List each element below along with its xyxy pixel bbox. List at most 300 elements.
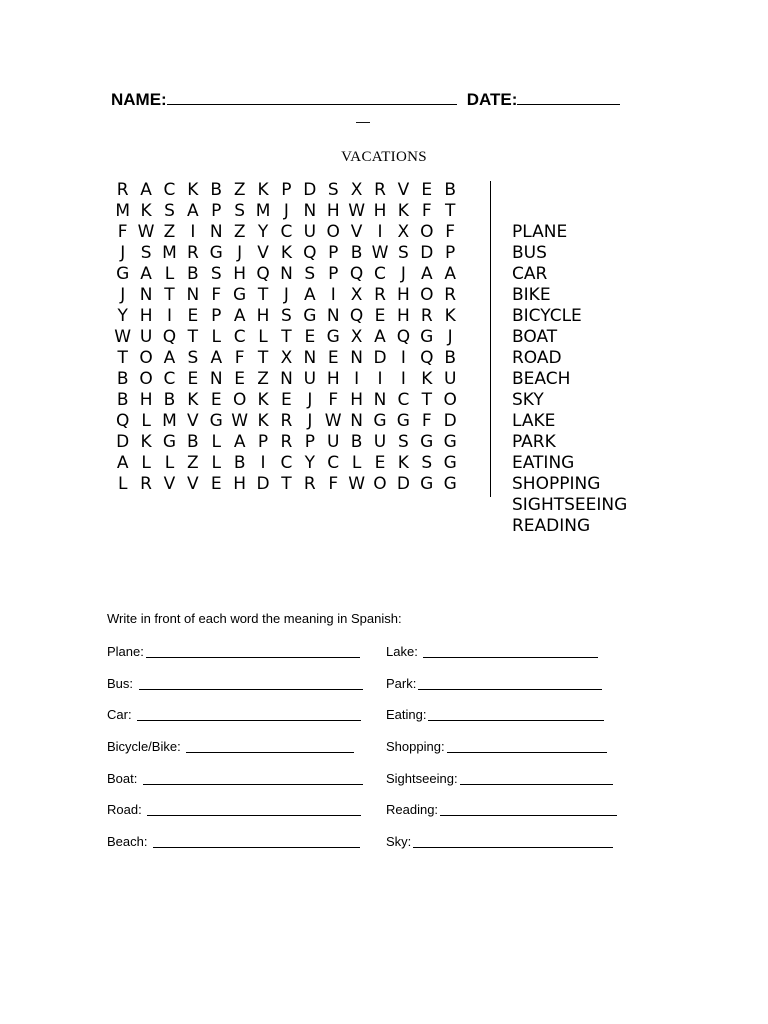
grid-letter[interactable]: S [164,201,175,221]
grid-letter[interactable]: W [371,243,389,263]
grid-letter[interactable]: G [209,411,223,431]
translation-blanks-right [386,643,617,865]
grid-letter[interactable]: S [421,453,433,473]
grid-letter[interactable]: U [303,222,317,242]
grid-letter[interactable]: J [237,243,243,263]
grid-letter[interactable]: A [420,264,433,284]
grid-letter[interactable]: K [257,390,269,410]
grid-letter[interactable]: K [280,243,292,263]
grid-letter[interactable]: C [163,180,176,200]
grid-letter[interactable]: Q [116,411,130,431]
translation-label: Eating: [386,707,427,723]
grid-letter[interactable]: U [443,369,457,389]
grid-letter[interactable]: B [163,390,176,410]
grid-letter[interactable]: R [374,180,386,200]
grid-letter[interactable]: W [137,222,155,242]
word-list-item: PARK [512,432,556,452]
grid-letter[interactable]: U [303,369,317,389]
grid-letter[interactable]: L [141,411,151,431]
answer-blank[interactable] [440,801,617,816]
answer-blank[interactable] [137,706,361,721]
grid-letter[interactable]: O [373,474,387,494]
grid-letter[interactable]: R [374,285,386,305]
grid-letter[interactable]: K [140,201,152,221]
grid-letter[interactable]: P [304,432,315,452]
grid-letter[interactable]: I [377,222,383,242]
grid-letter[interactable]: E [210,390,222,410]
grid-row [111,411,462,432]
grid-letter[interactable]: B [116,369,129,389]
grid-letter[interactable]: O [139,369,153,389]
grid-letter[interactable]: P [211,306,222,326]
word-list-item: PLANE [512,222,568,242]
grid-letter[interactable]: D [420,243,434,263]
grid-letter[interactable]: K [257,180,269,200]
grid-letter[interactable]: C [233,327,246,347]
grid-letter[interactable]: K [187,390,199,410]
grid-letter[interactable]: E [304,327,316,347]
grid-letter[interactable]: W [324,411,342,431]
grid-letter[interactable]: A [140,180,152,200]
grid-letter[interactable]: R [140,474,152,494]
grid-letter[interactable]: P [257,432,269,452]
grid-letter[interactable]: U [373,432,387,452]
grid-letter[interactable]: H [373,201,387,221]
grid-letter[interactable]: B [350,243,363,263]
grid-letter[interactable]: T [281,474,292,494]
grid-letter[interactable]: C [280,453,293,473]
grid-row [111,348,462,369]
grid-letter[interactable]: J [307,411,313,431]
answer-blank[interactable] [460,770,613,785]
grid-letter[interactable]: G [420,327,434,347]
grid-letter[interactable]: I [166,306,172,326]
grid-letter[interactable]: L [211,453,221,473]
grid-letter[interactable]: Q [349,306,364,326]
grid-letter[interactable]: U [139,327,153,347]
grid-letter[interactable]: B [210,180,223,200]
grid-letter[interactable]: T [281,327,292,347]
grid-letter[interactable]: Y [257,222,269,242]
grid-letter[interactable]: F [117,222,128,242]
grid-letter[interactable]: V [350,222,363,242]
grid-letter[interactable]: M [255,201,271,221]
grid-letter[interactable]: A [116,453,129,473]
translation-label: Lake: [386,644,422,659]
grid-letter[interactable]: K [257,411,269,431]
grid-letter[interactable]: B [187,432,199,452]
answer-blank[interactable] [423,643,598,658]
translation-row [386,675,617,707]
grid-letter[interactable]: R [303,474,316,494]
header [111,89,620,110]
grid-letter[interactable]: O [443,390,457,410]
translation-row [107,643,363,675]
word-list-item: BICYCLE [512,306,582,326]
grid-letter[interactable]: I [354,369,360,389]
answer-blank[interactable] [153,833,360,848]
grid-letter[interactable]: Q [162,327,177,347]
grid-letter[interactable]: L [211,432,221,452]
grid-letter[interactable]: A [374,327,386,347]
grid-row [111,243,462,264]
grid-letter[interactable]: L [351,453,362,473]
grid-letter[interactable]: B [233,453,246,473]
grid-letter[interactable]: H [256,306,270,326]
grid-letter[interactable]: G [420,474,434,494]
grid-letter[interactable]: U [326,432,340,452]
grid-letter[interactable]: T [117,348,128,368]
answer-blank[interactable] [147,801,361,816]
translation-label: Car: [107,707,136,723]
answer-blank[interactable] [146,643,360,658]
grid-letter[interactable]: T [421,390,432,410]
translation-row [386,833,617,865]
grid-letter[interactable]: D [303,180,317,200]
grid-row [111,369,462,390]
grid-letter[interactable]: Q [256,264,270,284]
grid-letter[interactable]: N [373,390,387,410]
grid-letter[interactable]: G [162,432,177,452]
grid-letter[interactable]: R [116,180,129,200]
name-field[interactable] [167,89,457,105]
word-list-item: CAR [512,264,548,284]
grid-letter[interactable]: S [327,180,339,200]
grid-letter[interactable]: C [397,390,410,410]
translation-row [107,738,363,770]
grid-letter[interactable]: O [326,222,340,242]
grid-letter[interactable]: L [117,474,128,494]
grid-letter[interactable]: S [234,201,246,221]
grid-letter[interactable]: R [186,243,199,263]
grid-letter[interactable]: H [233,474,247,494]
grid-letter[interactable]: S [281,306,292,326]
word-list [512,222,627,537]
grid-letter[interactable]: V [187,411,199,431]
grid-letter[interactable]: T [164,285,175,305]
grid-letter[interactable]: R [280,411,293,431]
instruction-text: Write in front of each word the meaning in Spanish: [107,611,402,626]
translation-label: Beach: [107,834,152,850]
translation-row [107,675,363,707]
grid-letter[interactable]: E [234,369,246,389]
grid-letter[interactable]: H [396,306,410,326]
word-list-item: BOAT [512,327,558,347]
grid-letter[interactable]: S [187,348,199,368]
grid-letter[interactable]: F [445,222,456,242]
grid-letter[interactable]: O [420,285,434,305]
grid-letter[interactable]: N [350,411,363,431]
translation-blanks-left [107,643,363,865]
word-search-grid [111,180,462,495]
grid-letter[interactable]: H [396,285,410,305]
grid-letter[interactable]: J [400,264,406,284]
grid-letter[interactable]: V [187,474,199,494]
grid-letter[interactable]: X [280,348,293,368]
grid-letter[interactable]: P [211,201,222,221]
grid-letter[interactable]: E [421,180,433,200]
grid-letter[interactable]: O [232,390,247,410]
grid-letter[interactable]: W [231,411,249,431]
grid-row [111,432,462,453]
grid-letter[interactable]: N [280,369,293,389]
grid-letter[interactable]: N [303,201,317,221]
grid-letter[interactable]: C [374,264,386,284]
grid-letter[interactable]: H [326,369,340,389]
grid-letter[interactable]: P [328,264,339,284]
grid-letter[interactable]: A [304,285,316,305]
grid-letter[interactable]: A [210,348,223,368]
grid-letter[interactable]: N [186,285,200,305]
grid-letter[interactable]: S [210,264,222,284]
grid-letter[interactable]: G [443,432,457,452]
grid-letter[interactable]: D [396,474,410,494]
grid-letter[interactable]: D [373,348,387,368]
grid-letter[interactable]: J [283,201,289,221]
grid-letter[interactable]: E [374,453,386,473]
grid-letter[interactable]: N [280,264,293,284]
grid-letter[interactable]: D [256,474,270,494]
grid-letter[interactable]: M [115,201,131,221]
grid-letter[interactable]: V [257,243,269,263]
word-list-item: SHOPPING [512,474,601,494]
word-list-item: ROAD [512,348,562,368]
grid-letter[interactable]: J [447,327,453,347]
answer-blank[interactable] [447,738,607,753]
grid-letter[interactable]: B [444,180,456,200]
grid-letter[interactable]: G [233,285,247,305]
grid-letter[interactable]: M [162,411,177,431]
grid-letter[interactable]: X [397,222,410,242]
translation-row [107,833,363,865]
grid-letter[interactable]: S [140,243,152,263]
word-list-item: LAKE [512,411,556,431]
grid-letter[interactable]: C [280,222,293,242]
grid-letter[interactable]: J [307,390,313,410]
grid-letter[interactable]: Q [396,327,411,347]
grid-letter[interactable]: Q [420,348,434,368]
grid-letter[interactable]: V [163,474,176,494]
grid-row [111,327,462,348]
grid-letter[interactable]: N [209,222,223,242]
date-label: DATE: [466,90,518,109]
grid-letter[interactable]: T [444,201,456,221]
translation-row [107,706,363,738]
grid-letter[interactable]: O [420,222,434,242]
grid-letter[interactable]: L [164,453,175,473]
grid-letter[interactable]: Z [257,369,269,389]
grid-letter[interactable]: N [139,285,153,305]
translation-row [386,770,617,802]
translation-row [386,706,617,738]
grid-letter[interactable]: G [116,264,130,284]
grid-letter[interactable]: N [326,306,340,326]
page-title: VACATIONS [341,149,427,165]
grid-letter[interactable]: K [140,432,152,452]
grid-letter[interactable]: A [140,264,152,284]
grid-letter[interactable]: G [420,432,434,452]
grid-letter[interactable]: X [350,285,363,305]
grid-letter[interactable]: Y [304,453,316,473]
translation-row [386,738,617,770]
answer-blank[interactable] [413,833,613,848]
grid-letter[interactable]: Q [349,264,364,284]
name-label: NAME: [111,90,167,109]
grid-letter[interactable]: A [233,306,246,326]
word-list-item: BEACH [512,369,571,389]
grid-letter[interactable]: F [211,285,222,305]
grid-letter[interactable]: R [280,432,293,452]
grid-letter[interactable]: I [260,453,266,473]
grid-letter[interactable]: Z [187,453,199,473]
grid-letter[interactable]: P [445,243,456,263]
grid-letter[interactable]: B [116,390,129,410]
grid-row [111,180,462,201]
grid-letter[interactable]: B [444,348,456,368]
answer-blank[interactable] [418,675,602,690]
grid-letter[interactable]: E [327,348,339,368]
grid-letter[interactable]: G [326,327,340,347]
translation-row [386,643,617,675]
grid-letter[interactable]: Y [117,306,128,326]
grid-letter[interactable]: N [303,348,317,368]
grid-letter[interactable]: B [350,432,363,452]
translation-row [107,770,363,802]
grid-letter[interactable]: S [397,243,409,263]
grid-letter[interactable]: E [187,306,199,326]
grid-letter[interactable]: D [116,432,130,452]
grid-letter[interactable]: F [421,201,432,221]
grid-row [111,264,462,285]
grid-letter[interactable]: K [421,369,433,389]
grid-letter[interactable]: F [421,411,432,431]
grid-letter[interactable]: T [187,327,199,347]
grid-letter[interactable]: Z [233,180,246,200]
grid-letter[interactable]: X [350,180,363,200]
grid-letter[interactable]: A [163,348,176,368]
grid-letter[interactable]: H [233,264,247,284]
grid-letter[interactable]: I [400,348,406,368]
grid-letter[interactable]: I [330,285,336,305]
answer-blank[interactable] [428,706,604,721]
grid-letter[interactable]: E [281,390,292,410]
answer-blank[interactable] [186,738,354,753]
grid-letter[interactable]: N [209,369,223,389]
grid-letter[interactable]: L [164,264,175,284]
grid-letter[interactable]: S [304,264,316,284]
grid-letter[interactable]: W [348,474,365,494]
grid-letter[interactable]: L [211,327,221,347]
grid-divider [490,181,491,497]
grid-letter[interactable]: W [348,201,365,221]
grid-letter[interactable]: K [397,453,409,473]
grid-letter[interactable]: I [190,222,196,242]
grid-letter[interactable]: O [139,348,153,368]
grid-letter[interactable]: R [444,285,457,305]
grid-letter[interactable]: G [396,411,410,431]
grid-letter[interactable]: H [139,390,153,410]
grid-letter[interactable]: G [443,453,457,473]
grid-letter[interactable]: K [397,201,409,221]
translation-label: Reading: [386,802,439,818]
grid-row [111,390,462,411]
grid-letter[interactable]: D [443,411,457,431]
word-list-item: BUS [512,243,547,263]
grid-letter[interactable]: G [209,243,223,263]
grid-letter[interactable]: E [187,369,199,389]
grid-letter[interactable]: F [234,348,245,368]
grid-letter[interactable]: Z [233,222,246,242]
translation-label: Plane: [107,644,144,659]
grid-row [111,285,462,306]
grid-letter[interactable]: F [328,390,339,410]
answer-blank[interactable] [143,770,363,785]
translation-label: Shopping: [386,739,445,755]
grid-letter[interactable]: A [187,201,199,221]
grid-letter[interactable]: G [443,474,457,494]
grid-letter[interactable]: L [258,327,268,347]
grid-letter[interactable]: K [187,180,199,200]
grid-row [111,474,462,495]
grid-letter[interactable]: I [377,369,383,389]
grid-letter[interactable]: C [163,369,176,389]
translation-label: Bus: [107,675,137,691]
grid-letter[interactable]: H [139,306,153,326]
grid-letter[interactable]: R [420,306,433,326]
grid-letter[interactable]: I [400,369,406,389]
grid-letter[interactable]: N [350,348,363,368]
grid-letter[interactable]: H [350,390,363,410]
grid-letter[interactable]: L [141,453,151,473]
grid-letter[interactable]: B [187,264,199,284]
grid-letter[interactable]: H [326,201,340,221]
grid-letter[interactable]: K [444,306,456,326]
date-field[interactable] [517,89,620,105]
translation-label: Boat: [107,770,141,786]
grid-row [111,222,462,243]
grid-letter[interactable]: P [328,243,339,263]
grid-letter[interactable]: A [233,432,246,452]
grid-letter[interactable]: Q [303,243,317,263]
grid-letter[interactable]: V [397,180,410,200]
grid-letter[interactable]: W [114,327,132,347]
translation-row [386,801,617,833]
grid-letter[interactable]: E [210,474,222,494]
grid-letter[interactable]: G [303,306,317,326]
translation-label: Bicycle/Bike: [107,739,185,755]
grid-letter[interactable]: X [350,327,363,347]
grid-letter[interactable]: G [373,411,387,431]
grid-letter[interactable]: E [374,306,386,326]
translation-label: Park: [386,675,417,691]
grid-letter[interactable]: Z [163,222,176,242]
grid-letter[interactable]: J [120,243,126,263]
grid-letter[interactable]: A [444,264,456,284]
answer-blank[interactable] [139,675,363,690]
grid-letter[interactable]: F [328,474,339,494]
grid-letter[interactable]: J [283,285,289,305]
word-list-item: BIKE [512,285,551,305]
word-list-item: EATING [512,453,575,473]
header-dash: — [356,113,370,129]
grid-letter[interactable]: M [162,243,177,263]
grid-letter[interactable]: J [120,285,126,305]
grid-letter[interactable]: C [327,453,340,473]
grid-letter[interactable]: P [281,180,292,200]
grid-letter[interactable]: T [257,285,269,305]
grid-letter[interactable]: T [257,348,269,368]
grid-letter[interactable]: S [397,432,409,452]
